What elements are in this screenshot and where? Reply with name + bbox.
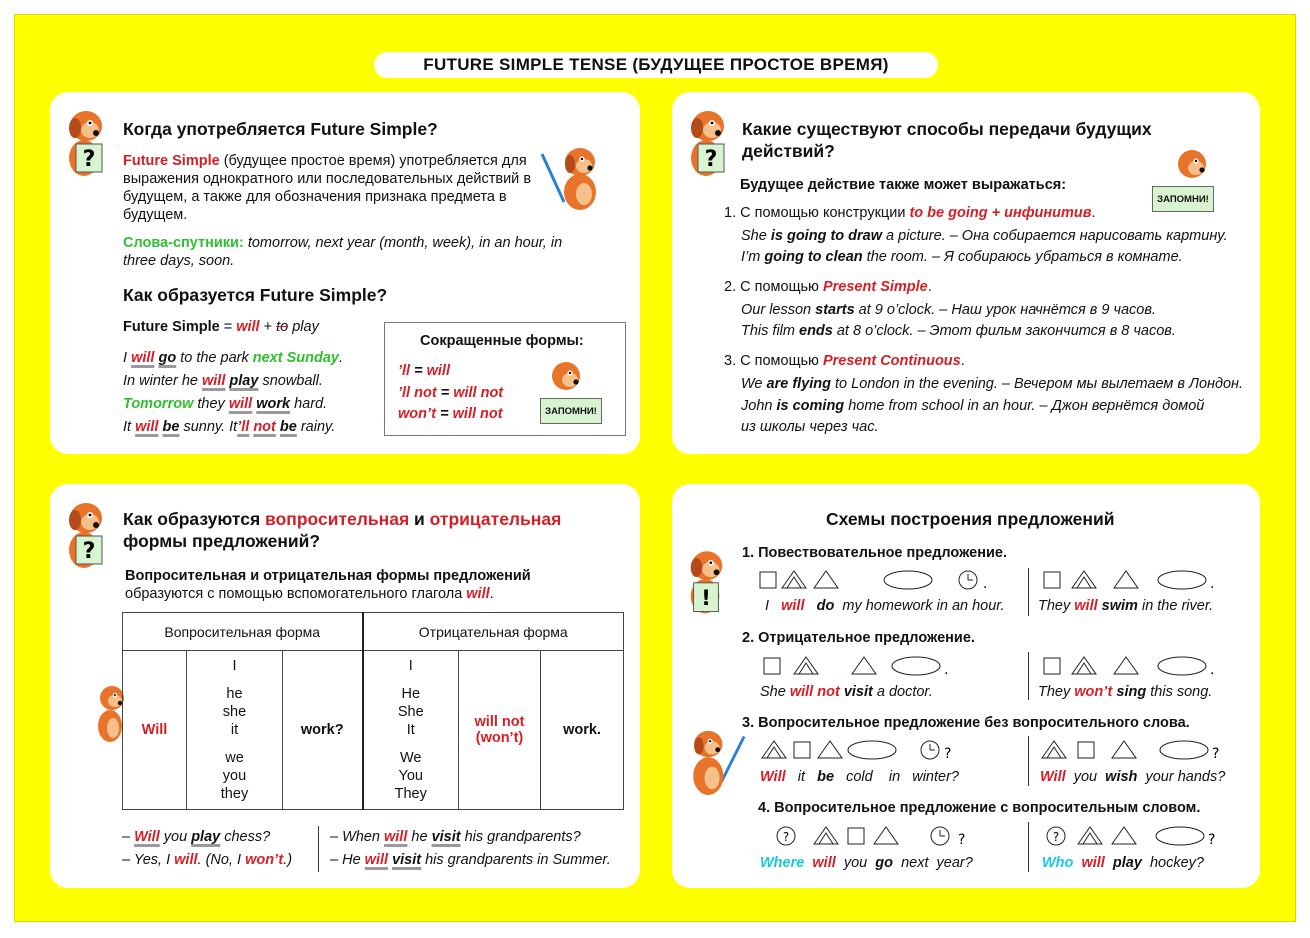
dog-question-mascot-icon [62, 100, 108, 180]
dog-with-pointer-icon [680, 722, 746, 800]
scheme-2-title: 2. Отрицательное предложение. [742, 630, 975, 646]
remember-sign-1: ЗАПОМНИ! [540, 398, 602, 424]
dog-question-mascot-icon [684, 100, 730, 180]
dog-head-icon [546, 354, 586, 394]
svg-text:?: ? [958, 832, 966, 848]
ways-intro: Будущее действие также может выражаться: [740, 177, 1067, 193]
dialogue-4: – He will visit his grandparents in Summer. [330, 852, 611, 868]
table-intro-2: образуются с помощью вспомогательного глагола will. [125, 586, 494, 602]
svg-text:?: ? [1212, 746, 1220, 762]
svg-text:.: . [1210, 576, 1215, 592]
scheme-1-right-sentence: They will swim in the river. [1038, 598, 1214, 614]
page-title: FUTURE SIMPLE TENSE (БУДУЩЕЕ ПРОСТОЕ ВРЕМЯ) [374, 52, 938, 78]
question-form-header: Вопросительная форма [123, 613, 363, 651]
ways-heading: Какие существуют способы передачи будущих действий? [742, 119, 1152, 161]
dialogue-2: – Yes, I will. (No, I won’t.) [122, 852, 293, 868]
scheme-1-title: 1. Повествовательное предложение. [742, 545, 1008, 561]
companion-words: Слова-спутники: tomorrow, next year (month, week), in an hour, in three days, soon. [123, 235, 563, 269]
scheme-4-left-sentence: Where will you go next year? [760, 855, 973, 871]
short-form-2: ’ll not = will not [398, 385, 504, 401]
way-2: 2. С помощью Present Simple. [724, 279, 932, 295]
scheme-1-left-shapes [758, 568, 1012, 592]
scheme-1-right-shapes [1042, 568, 1222, 592]
will-not-cell: will not (won’t) [459, 651, 541, 810]
svg-text:.: . [983, 576, 988, 592]
scheme-3-right-shapes [1040, 738, 1224, 762]
scheme-2-divider [1028, 652, 1029, 700]
svg-text:?: ? [782, 830, 790, 844]
panel-future-ways [672, 92, 1260, 454]
svg-text:?: ? [82, 539, 96, 564]
way-2-example-1: Our lesson starts at 9 o’clock. – Наш урок начнётся в 9 часов. [741, 302, 1156, 318]
scheme-4-left-shapes [774, 824, 974, 848]
dog-question-mascot-icon [62, 492, 108, 572]
way-3-example-1: We are flying to London in the evening. – Вечером мы вылетаем в Лондон. [741, 376, 1244, 392]
svg-text:!: ! [701, 584, 711, 610]
formation-heading: Как образуется Future Simple? [123, 285, 388, 305]
dog-exclamation-mascot-icon [684, 540, 728, 618]
negative-form-header: Отрицательная форма [363, 613, 624, 651]
example-4: It will be sunny. It’ll not be rainy. [123, 419, 336, 435]
scheme-3-right-sentence: Will you wish your hands? [1040, 769, 1226, 785]
short-form-1: ’ll = will [398, 363, 450, 379]
example-2: In winter he will play snowball. [123, 373, 323, 389]
scheme-2-right-shapes [1042, 654, 1222, 678]
scheme-1-left-sentence: I will do my homework in an hour. [765, 598, 1005, 614]
way-1-example-2: I’m going to clean the room. – Я собираюсь убраться в комнате. [741, 249, 1183, 265]
svg-text:?: ? [944, 746, 952, 762]
svg-text:?: ? [82, 147, 96, 172]
remember-sign-2: ЗАПОМНИ! [1152, 186, 1214, 212]
short-form-3: won’t = will not [398, 406, 503, 422]
scheme-3-divider [1028, 736, 1029, 786]
question-negative-heading: Как образуются вопросительная и отрицательная формы предложений? [123, 509, 562, 551]
way-3: 3. С помощью Present Continuous. [724, 353, 965, 369]
scheme-4-title: 4. Вопросительное предложение с вопросительным словом. [758, 800, 1201, 816]
dialogue-divider [318, 826, 319, 872]
schemes-heading: Схемы построения предложений [826, 509, 1115, 529]
way-1: 1. С помощью конструкции to be going + инфинитив. [724, 205, 1096, 221]
scheme-3-title: 3. Вопросительное предложение без вопросительного слова. [742, 715, 1190, 731]
way-3-example-3: из школы через час. [741, 419, 879, 435]
scheme-2-left-shapes [762, 654, 962, 678]
svg-text:?: ? [704, 147, 718, 172]
will-cell: Will [123, 651, 187, 810]
example-3: Tomorrow they will work hard. [123, 396, 328, 412]
scheme-3-left-shapes [760, 738, 970, 762]
definition-text: Future Simple (будущее простое время) употребляется для выражения однократного или последовательных действий в будущем, а также для обозначения признака предмета в будущем. [123, 153, 532, 223]
dog-with-pointer-icon [540, 140, 610, 214]
question-pronouns-cell: I he she it we you they [187, 651, 283, 810]
way-3-example-2: John is coming home from school in an hour. – Джон вернётся домой [741, 398, 1205, 414]
scheme-2-right-sentence: They won’t sing this song. [1038, 684, 1213, 700]
when-heading: Когда употребляется Future Simple? [123, 119, 438, 139]
scheme-4-right-shapes [1044, 824, 1224, 848]
work-negative-cell: work. [541, 651, 624, 810]
scheme-2-left-sentence: She will not visit a doctor. [760, 684, 933, 700]
dialogue-3: – When will he visit his grandparents? [330, 829, 581, 845]
panel-question-negative [50, 484, 640, 888]
formula: Future Simple = will + to play [123, 319, 319, 335]
scheme-4-right-sentence: Who will play hockey? [1042, 855, 1204, 871]
svg-text:?: ? [1052, 830, 1060, 844]
svg-text:.: . [1210, 662, 1215, 678]
way-1-example-1: She is going to draw a picture. – Она собирается нарисовать картину. [741, 228, 1228, 244]
dialogue-1: – Will you play chess? [122, 829, 271, 845]
svg-text:?: ? [1208, 832, 1216, 848]
short-forms-title: Сокращенные формы: [420, 333, 584, 349]
example-1: I will go to the park next Sunday. [123, 350, 344, 366]
scheme-4-divider [1028, 822, 1029, 872]
svg-text:.: . [944, 662, 949, 678]
panel-when-used [50, 92, 640, 454]
negative-pronouns-cell: I He She It We You They [363, 651, 459, 810]
panel-sentence-schemes [672, 484, 1260, 888]
forms-table [122, 612, 624, 810]
way-2-example-2: This film ends at 8 o’clock. – Этот фильм закончится в 8 часов. [741, 323, 1176, 339]
work-question-cell: work? [283, 651, 363, 810]
scheme-3-left-sentence: Will it be cold in winter? [760, 769, 959, 785]
table-intro-1: Вопросительная и отрицательная формы предложений [125, 568, 531, 584]
dog-head-icon [1172, 142, 1212, 182]
scheme-1-divider [1028, 568, 1029, 616]
